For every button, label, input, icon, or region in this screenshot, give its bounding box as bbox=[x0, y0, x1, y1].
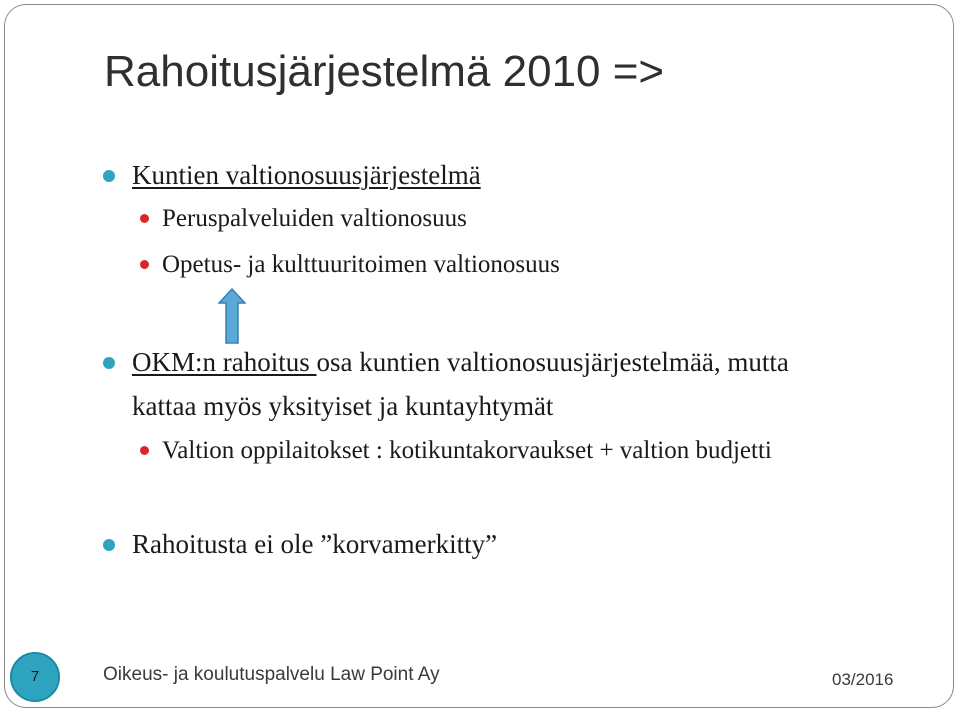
sub-bullet-peruspalvelut: Peruspalveluiden valtionosuus bbox=[162, 205, 467, 232]
okm-rahoitus-text: osa kuntien valtionosuusjärjestelmää, mutta bbox=[316, 347, 789, 377]
okm-rahoitus-link[interactable]: OKM:n rahoitus bbox=[132, 347, 317, 377]
sub-bullet-dot bbox=[140, 214, 149, 223]
bullet-dot bbox=[103, 170, 115, 182]
sub-bullet-dot bbox=[140, 260, 149, 269]
bullet-kuntien-valtionosuus[interactable]: Kuntien valtionosuusjärjestelmä bbox=[132, 160, 481, 190]
sub-bullet-opetus-kulttuuri: Opetus- ja kulttuuritoimen valtionosuus bbox=[162, 251, 560, 278]
sub-bullet-valtion-oppilaitokset: Valtion oppilaitokset : kotikuntakorvaukset + valtion budjetti bbox=[162, 437, 772, 464]
bullet-korvamerkitty: Rahoitusta ei ole ”korvamerkitty” bbox=[132, 529, 498, 559]
bullet-dot bbox=[103, 539, 115, 551]
slide-number-badge: 7 bbox=[10, 652, 60, 702]
bullet-dot bbox=[103, 357, 115, 369]
footer-organization: Oikeus- ja koulutuspalvelu Law Point Ay bbox=[103, 664, 440, 685]
slide-title: Rahoitusjärjestelmä 2010 => bbox=[104, 47, 665, 96]
up-arrow-icon bbox=[218, 288, 246, 344]
footer-date: 03/2016 bbox=[832, 670, 894, 689]
bullet-okm-rahoitus-line2: kattaa myös yksityiset ja kuntayhtymät bbox=[132, 391, 554, 421]
bullet-okm-rahoitus bbox=[132, 346, 789, 378]
sub-bullet-dot bbox=[140, 446, 149, 455]
